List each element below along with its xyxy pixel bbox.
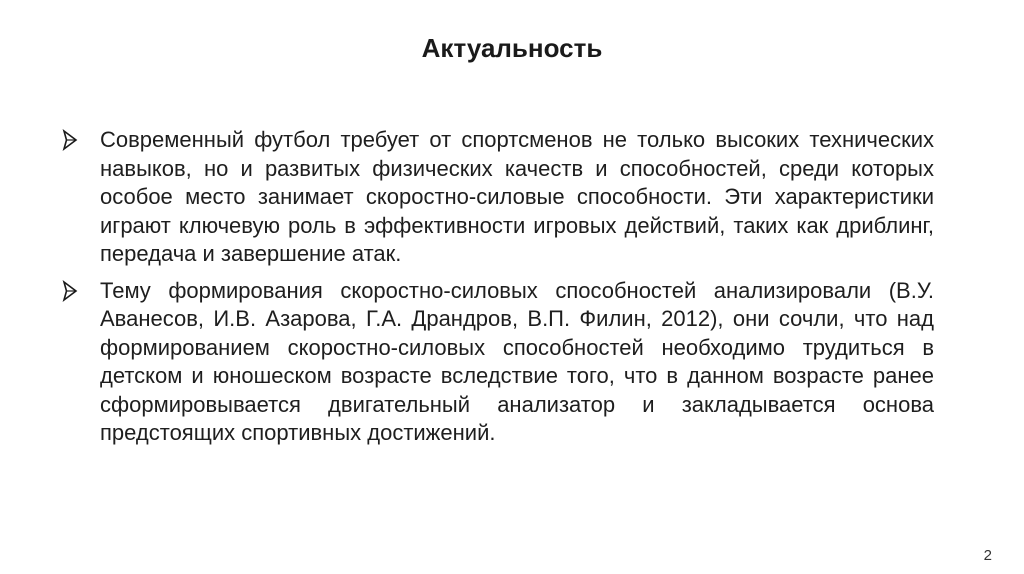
bullet-text: Современный футбол требует от спортсменов не только высоких технических навыков, но и развитых физических качеств и способностей, среди которых особое место занимает скоростно-силовые способности. Эти характеристики играют ключевую роль в эффективности игровых действий, таких как дриблинг, передача и завершение атак.	[100, 127, 934, 266]
arrow-bullet-icon	[60, 128, 80, 152]
arrow-bullet-icon	[60, 279, 80, 303]
slide-title: Актуальность	[421, 33, 603, 63]
bullet-list	[60, 126, 934, 456]
bullet-text: Тему формирования скоростно-силовых способностей анализировали (В.У. Аванесов, И.В. Азарова, Г.А. Драндров, В.П. Филин, 2012), они сочли, что над формированием скоростно-силовых способностей необходимо трудиться в детском и юношеском возрасте вследствие того, что в данном возрасте ранее сформировывается двигательный анализатор и закладывается основа предстоящих спортивных достижений.	[100, 277, 934, 445]
bullet-item	[60, 277, 934, 448]
bullet-item	[60, 126, 934, 269]
page-number: 2	[983, 547, 992, 564]
